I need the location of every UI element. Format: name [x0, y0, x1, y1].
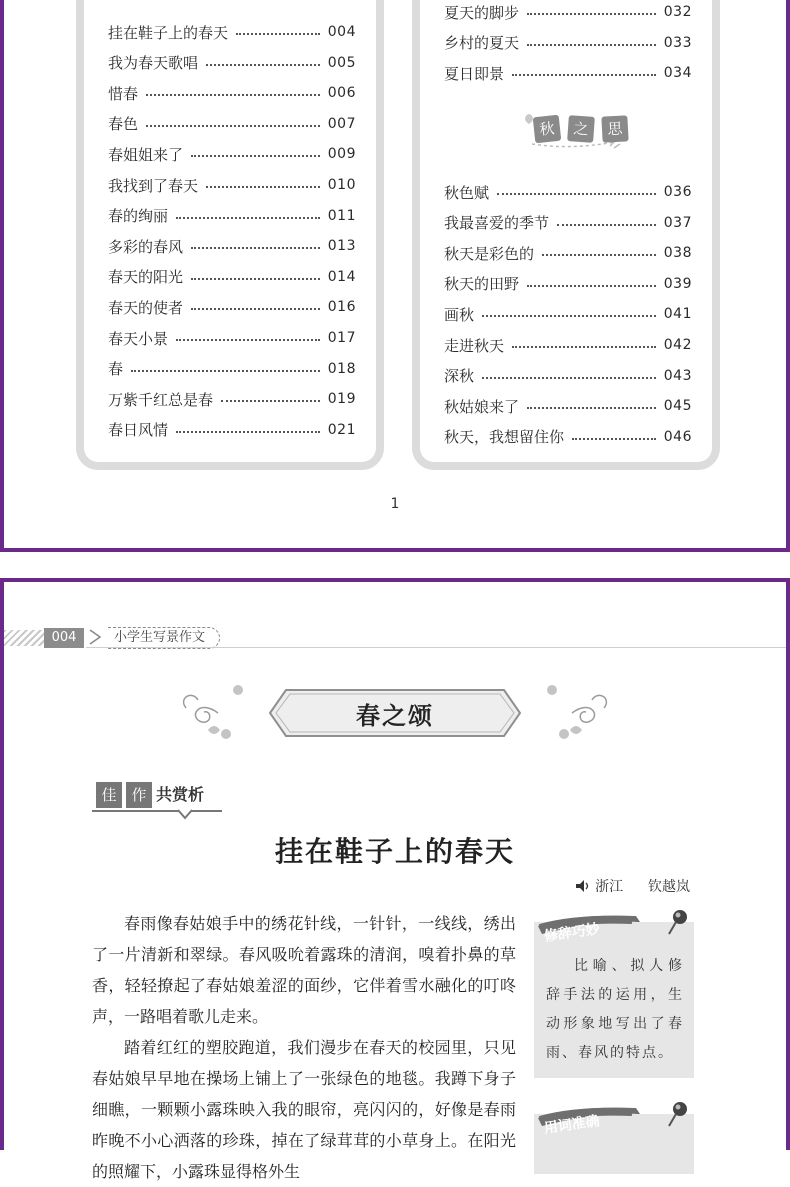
toc-entry-title: 我为春天歌唱: [108, 54, 199, 73]
toc-entry[interactable]: [444, 272, 692, 296]
toc-leader-dots: [221, 400, 320, 402]
toc-leader-dots: [146, 125, 320, 127]
article-title: 挂在鞋子上的春天: [274, 835, 515, 868]
toc-entry-title: 秋色赋: [444, 183, 490, 202]
tag-char-2: 作: [126, 782, 152, 808]
toc-entry-title: 秋姑娘来了: [444, 397, 520, 416]
toc-entry[interactable]: [108, 142, 356, 166]
toc-entry-page: 005: [327, 54, 356, 71]
toc-entry-title: 春的绚丽: [108, 207, 169, 226]
toc-leader-dots: [557, 224, 656, 226]
toc-entry[interactable]: [108, 81, 356, 105]
toc-leader-dots: [206, 186, 320, 188]
tag-char-1: 佳: [96, 782, 122, 808]
toc-entry-title: 万紫千红总是春: [108, 390, 214, 409]
page-gap: [0, 552, 790, 578]
toc-entry-page: 017: [327, 330, 356, 346]
toc-entry-page: 037: [663, 214, 692, 231]
toc-leader-dots: [512, 74, 656, 76]
toc-leader-dots: [542, 254, 656, 256]
toc-leader-dots: [527, 407, 656, 409]
toc-entry-page: 018: [327, 360, 356, 377]
toc-entry[interactable]: [444, 241, 692, 265]
toc-leader-dots: [482, 377, 656, 379]
toc-leader-dots: [176, 339, 320, 341]
toc-entry-title: 春天的使者: [108, 298, 184, 317]
margin-note-wording: [534, 1114, 694, 1174]
header-stripes: [4, 630, 44, 646]
toc-entry-page: 013: [327, 238, 356, 255]
header-page-number: 004: [44, 628, 84, 648]
margin-note-rhetoric: [534, 922, 694, 1078]
toc-entry[interactable]: [444, 425, 692, 449]
toc-page: [0, 0, 790, 552]
toc-entry-page: 045: [663, 398, 692, 415]
toc-entry-title: 挂在鞋子上的春天: [108, 23, 229, 42]
toc-leader-dots: [146, 94, 320, 96]
toc-entry-page: 019: [327, 391, 356, 408]
toc-entry[interactable]: [108, 204, 356, 228]
toc-entry[interactable]: [444, 31, 692, 55]
toc-leader-dots: [527, 44, 656, 46]
toc-entry[interactable]: [444, 180, 692, 204]
toc-leader-dots: [527, 285, 656, 287]
toc-entry-title: 惜春: [108, 84, 139, 103]
toc-entry-title: 春天的阳光: [108, 268, 184, 287]
toc-leader-dots: [191, 155, 320, 157]
section-banner: [178, 678, 612, 748]
toc-entry-title: 多彩的春风: [108, 237, 184, 256]
running-header: [4, 626, 786, 648]
toc-entry-page: 011: [327, 207, 356, 224]
toc-entry[interactable]: [108, 112, 356, 136]
toc-panel-spring: [76, 0, 384, 470]
toc-panel-summer-autumn: [412, 0, 720, 470]
toc-leader-dots: [527, 13, 656, 15]
toc-leader-dots: [572, 438, 656, 440]
toc-leader-dots: [236, 33, 320, 35]
toc-entry-page: 043: [663, 367, 692, 384]
tag-pointer-icon: [178, 810, 192, 820]
byline: [575, 876, 690, 896]
toc-entry-title: 秋天的田野: [444, 275, 520, 294]
header-rule: [86, 647, 786, 648]
toc-entry[interactable]: [108, 295, 356, 319]
pushpin-icon: [666, 908, 690, 936]
paragraph-2: 踏着红红的塑胶跑道，我们漫步在春天的校园里，只见春姑娘早早地在操场上铺上了一张绿色的地毯。我蹲下身子细瞧，一颗颗小露珠映入我的眼帘，亮闪闪的，好像是春雨昨晚不小心洒落的珍珠，掉在了绿茸茸的小草身上。在阳光的照耀下，小露珠显得格外生: [92, 1038, 516, 1181]
toc-entry[interactable]: [108, 51, 356, 75]
toc-leader-dots: [206, 64, 320, 66]
note-label: 修辞巧妙: [543, 921, 601, 945]
toc-entry-title: 我找到了春天: [108, 176, 199, 195]
toc-entry-page: 041: [663, 306, 692, 323]
toc-entry-page: 004: [327, 24, 356, 40]
tag-label: 共赏析: [156, 785, 205, 804]
toc-entry-title: 春日风情: [108, 421, 169, 440]
toc-entry[interactable]: [108, 387, 356, 411]
tag-underline: [92, 810, 222, 812]
toc-entry-title: 夏日即景: [444, 64, 505, 83]
toc-entry[interactable]: [108, 265, 356, 289]
article-page: [0, 578, 790, 1181]
toc-entry-page: 036: [663, 184, 692, 200]
toc-leader-dots: [176, 217, 320, 219]
toc-entry-title: 春: [108, 360, 124, 379]
toc-entry-page: 042: [663, 337, 692, 353]
toc-entry-page: 006: [327, 85, 356, 102]
note-label: 用词准确: [543, 1113, 601, 1137]
toc-entry[interactable]: [108, 234, 356, 258]
toc-leader-dots: [497, 193, 656, 195]
header-book-title: 小学生写景作文: [108, 627, 220, 649]
toc-entry-title: 秋天是彩色的: [444, 244, 535, 263]
toc-entry-title: 画秋: [444, 305, 475, 324]
toc-entry-title: 春姐姐来了: [108, 145, 184, 164]
page-number: 1: [390, 496, 400, 512]
toc-entry-page: 039: [663, 275, 692, 292]
toc-leader-dots: [512, 346, 656, 348]
toc-entry[interactable]: [444, 302, 692, 326]
badge-char-3: 思: [601, 115, 628, 142]
toc-entry-title: 深秋: [444, 367, 475, 386]
toc-entry-page: 014: [327, 268, 356, 285]
toc-entry-page: 038: [663, 245, 692, 262]
byline-author: 钦越岚: [648, 879, 690, 895]
toc-leader-dots: [191, 278, 320, 280]
speaker-icon: [575, 879, 591, 893]
badge-char-1: 秋: [533, 115, 562, 144]
toc-entry[interactable]: [108, 173, 356, 197]
toc-entry[interactable]: [108, 357, 356, 381]
badge-char-2: 之: [567, 115, 595, 143]
toc-entry-title: 秋天，我想留住你: [444, 428, 565, 447]
toc-entry-page: 034: [663, 65, 692, 81]
toc-entry-page: 009: [327, 146, 356, 163]
toc-entry-page: 010: [327, 177, 356, 193]
toc-entry[interactable]: [444, 333, 692, 357]
toc-entry[interactable]: [108, 326, 356, 350]
toc-leader-dots: [131, 370, 320, 372]
toc-entry-title: 乡村的夏天: [444, 34, 520, 52]
article-body: [92, 908, 516, 1187]
note-text: 比喻、拟人修辞手法的运用，生动形象地写出了春雨、春风的特点。: [546, 958, 684, 1061]
toc-entry-title: 夏天的脚步: [444, 3, 520, 22]
byline-region: 浙江: [595, 879, 624, 895]
section-badge-autumn: [530, 110, 630, 146]
toc-entry-page: 007: [327, 115, 356, 132]
toc-entry-title: 走进秋天: [444, 336, 505, 355]
toc-entry[interactable]: [444, 364, 692, 388]
toc-entry[interactable]: [444, 394, 692, 418]
toc-entry[interactable]: [444, 61, 692, 85]
toc-entry-page: 016: [327, 299, 356, 316]
toc-entry[interactable]: [444, 211, 692, 235]
toc-entry-page: 032: [663, 4, 692, 20]
toc-entry-page: 033: [663, 34, 692, 51]
toc-leader-dots: [176, 431, 320, 433]
toc-entry-title: 我最喜爱的季节: [444, 214, 550, 233]
toc-leader-dots: [482, 315, 656, 317]
header-arrow-icon: [86, 626, 110, 648]
toc-entry-page: 046: [663, 428, 692, 445]
paragraph-1: 春雨像春姑娘手中的绣花针线，一针针，一线线，绣出了一片清新和翠绿。春风吸吮着露珠的清润，嗅着扑鼻的草香，轻轻撩起了春姑娘羞涩的面纱，它伴着雪水融化的叮咚声，一路唱着歌儿走来。: [92, 914, 516, 1026]
toc-entry[interactable]: [108, 418, 356, 442]
toc-entry[interactable]: [444, 0, 692, 24]
pushpin-icon: [666, 1100, 690, 1128]
banner-title: 春之颂: [356, 702, 434, 730]
toc-leader-dots: [191, 308, 320, 310]
toc-entry-title: 春天小景: [108, 329, 169, 348]
toc-entry-title: 春色: [108, 115, 139, 134]
toc-entry[interactable]: [108, 20, 356, 44]
toc-entry-page: 021: [327, 421, 356, 438]
toc-leader-dots: [191, 247, 320, 249]
